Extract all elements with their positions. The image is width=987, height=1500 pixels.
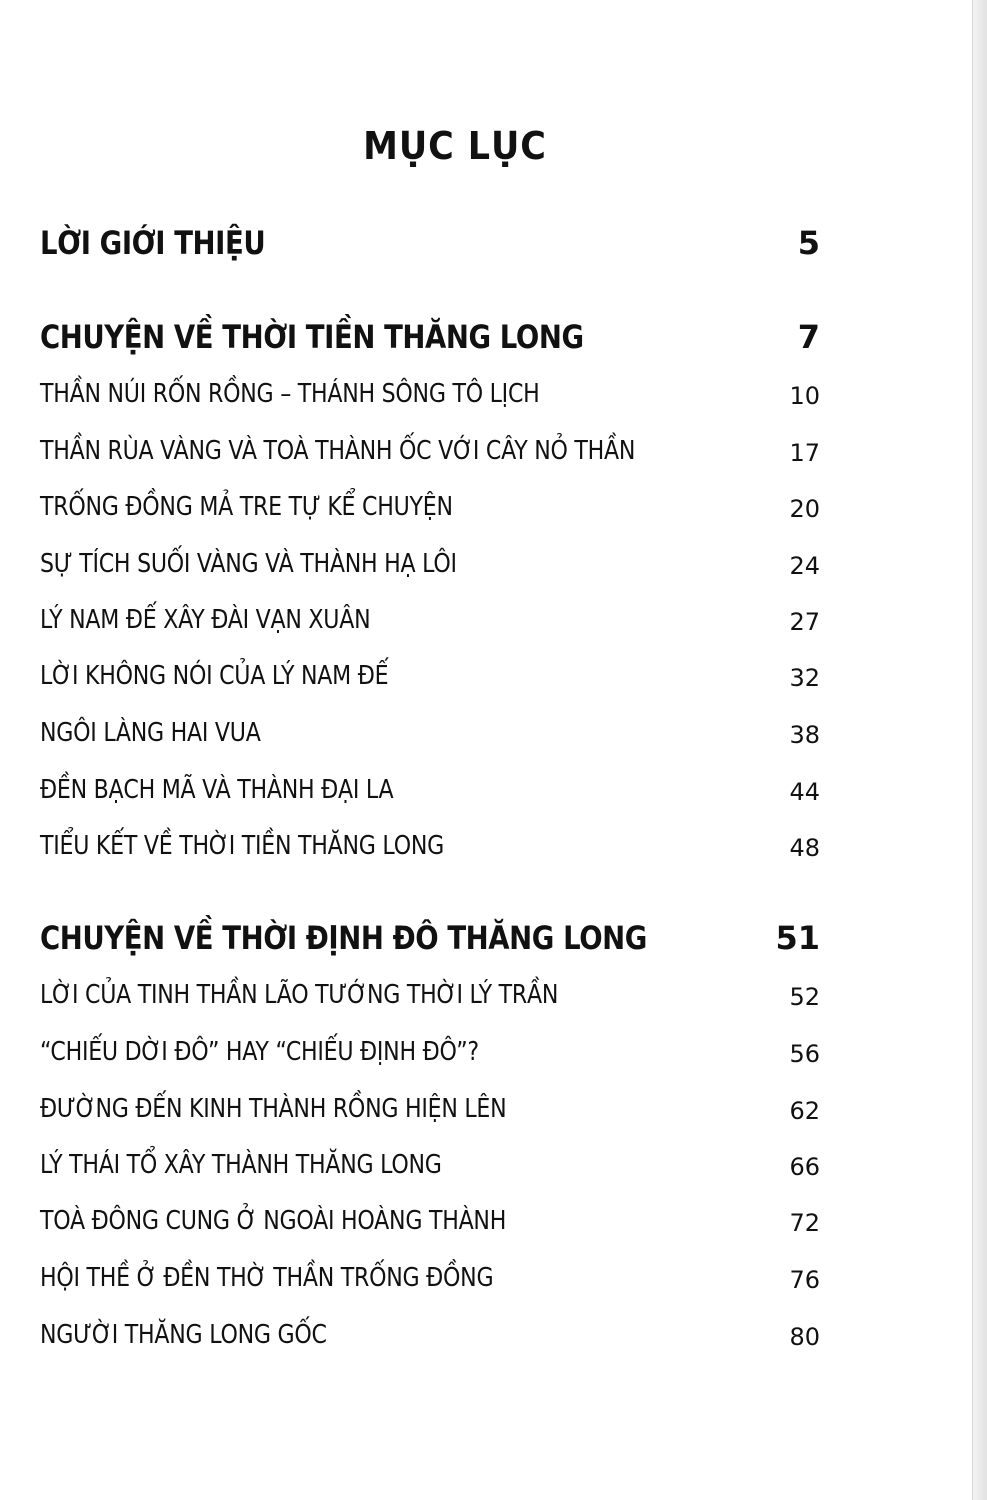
toc-item[interactable] (40, 436, 830, 476)
item-page: 62 (789, 1097, 820, 1125)
toc-item[interactable] (40, 831, 830, 871)
page-edge (972, 0, 987, 1500)
toc-item[interactable] (40, 549, 830, 589)
toc-item[interactable] (40, 379, 830, 419)
item-page: 44 (789, 778, 820, 806)
toc-item[interactable] (40, 1320, 830, 1360)
toc-item[interactable] (40, 1150, 830, 1190)
item-title: LÝ THÁI TỔ XÂY THÀNH THĂNG LONG (40, 1150, 442, 1180)
item-title: TOÀ ĐÔNG CUNG Ở NGOÀI HOÀNG THÀNH (40, 1206, 507, 1236)
toc-item[interactable] (40, 605, 830, 645)
section-page: 5 (797, 224, 820, 262)
section-title: CHUYỆN VỀ THỜI TIỀN THĂNG LONG (40, 318, 584, 356)
item-title: LÝ NAM ĐẾ XÂY ĐÀI VẠN XUÂN (40, 605, 371, 635)
item-page: 56 (789, 1040, 820, 1068)
section-page: 51 (775, 919, 820, 957)
item-title: HỘI THỀ Ở ĐỀN THỜ THẦN TRỐNG ĐỒNG (40, 1263, 494, 1293)
toc-item[interactable] (40, 1206, 830, 1246)
item-title: ĐƯỜNG ĐẾN KINH THÀNH RỒNG HIỆN LÊN (40, 1094, 507, 1124)
item-page: 10 (789, 382, 820, 410)
toc-item[interactable] (40, 1263, 830, 1303)
item-page: 32 (789, 664, 820, 692)
item-title: LỜI KHÔNG NÓI CỦA LÝ NAM ĐẾ (40, 661, 389, 691)
item-page: 24 (789, 552, 820, 580)
toc-item[interactable] (40, 1094, 830, 1134)
section-page: 7 (797, 318, 820, 356)
toc-item[interactable] (40, 980, 830, 1020)
toc-item[interactable] (40, 492, 830, 532)
toc-section-intro[interactable] (40, 224, 830, 264)
item-page: 27 (789, 608, 820, 636)
item-title: THẦN NÚI RỐN RỒNG – THÁNH SÔNG TÔ LỊCH (40, 379, 540, 409)
toc-item[interactable] (40, 1037, 830, 1077)
toc-item[interactable] (40, 718, 830, 758)
toc-title: MỤC LỤC (363, 124, 547, 168)
toc-item[interactable] (40, 775, 830, 815)
item-title: TIỂU KẾT VỀ THỜI TIỀN THĂNG LONG (40, 831, 444, 861)
item-title: “CHIẾU DỜI ĐÔ” HAY “CHIẾU ĐỊNH ĐÔ”? (40, 1037, 479, 1067)
item-title: TRỐNG ĐỒNG MẢ TRE TỰ KỂ CHUYỆN (40, 492, 453, 522)
toc-section-thang-long-capital[interactable] (40, 919, 830, 959)
item-title: NGÔI LÀNG HAI VUA (40, 718, 261, 748)
item-page: 52 (789, 983, 820, 1011)
item-title: ĐỀN BẠCH MÃ VÀ THÀNH ĐẠI LA (40, 775, 394, 805)
toc-item[interactable] (40, 661, 830, 701)
item-title: THẦN RÙA VÀNG VÀ TOÀ THÀNH ỐC VỚI CÂY NỎ THẦN (40, 436, 636, 466)
item-page: 80 (789, 1323, 820, 1351)
item-title: SỰ TÍCH SUỐI VÀNG VÀ THÀNH HẠ LÔI (40, 549, 457, 579)
item-page: 38 (789, 721, 820, 749)
section-title: LỜI GIỚI THIỆU (40, 224, 266, 262)
toc-section-pre-thang-long[interactable] (40, 318, 830, 358)
item-page: 66 (789, 1153, 820, 1181)
item-page: 20 (789, 495, 820, 523)
item-page: 48 (789, 834, 820, 862)
item-page: 76 (789, 1266, 820, 1294)
item-page: 72 (789, 1209, 820, 1237)
item-title: LỜI CỦA TINH THẦN LÃO TƯỚNG THỜI LÝ TRẦN (40, 980, 559, 1010)
item-page: 17 (789, 439, 820, 467)
section-title: CHUYỆN VỀ THỜI ĐỊNH ĐÔ THĂNG LONG (40, 919, 647, 957)
item-title: NGƯỜI THĂNG LONG GỐC (40, 1320, 327, 1350)
